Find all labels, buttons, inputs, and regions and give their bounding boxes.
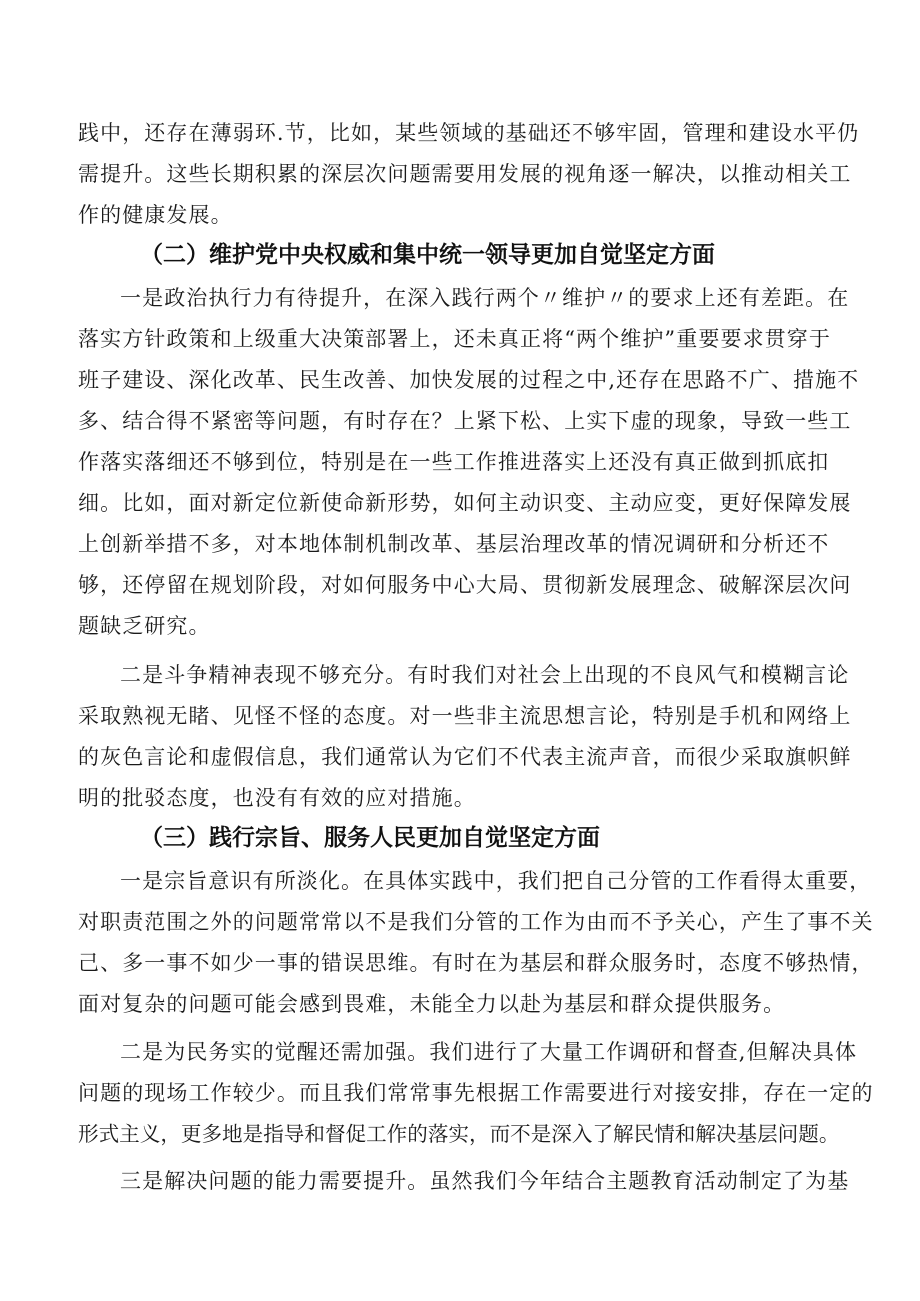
- paragraph-line: 采取熟视无睹、见怪不怪的态度。对一些非主流思想言论，特别是手机和网络上: [78, 704, 852, 728]
- paragraph-line: 三是解决问题的能力需要提升。虽然我们今年结合主题教育活动制定了为基: [120, 1169, 850, 1193]
- paragraph-line: 需提升。这些长期积累的深层次问题需要用发展的视角逐一解决，以推动相关工: [78, 162, 852, 186]
- paragraph-line: 题缺乏研究。: [78, 614, 211, 638]
- paragraph-line: 二是为民务实的觉醒还需加强。我们进行了大量工作调研和督查,但解决具体: [120, 1040, 858, 1064]
- paragraph-line: 一是宗旨意识有所淡化。在具体实践中，我们把自己分管的工作看得太重要，: [120, 869, 872, 893]
- section-heading-2: （二）维护党中央权威和集中统一领导更加自觉坚定方面: [140, 242, 715, 268]
- paragraph-line: 践中，还存在薄弱环.节，比如，某些领域的基础还不够牢固，管理和建设水平仍: [78, 121, 860, 145]
- paragraph-line: 己、多一事不如少一事的错误思维。有时在为基层和群众服务时，态度不够热情，: [78, 951, 874, 975]
- paragraph-line: 的灰色言论和虚假信息，我们通常认为它们不代表主流声音，而很少采取旗帜鲜: [78, 745, 852, 769]
- paragraph-line: 作落实落细还不够到位，特别是在一些工作推进落实上还没有真正做到抓底扣: [78, 450, 830, 474]
- paragraph-line: 明的批驳态度，也没有有效的应对措施。: [78, 786, 476, 810]
- section-heading-3: （三）践行宗旨、服务人民更加自觉坚定方面: [140, 825, 600, 851]
- paragraph-line: 对职责范围之外的问题常常以不是我们分管的工作为由而不予关心，产生了事不关: [78, 910, 874, 934]
- paragraph-line: 上创新举措不多，对本地体制机制改革、基层治理改革的情况调研和分析还不: [78, 532, 830, 556]
- paragraph-line: 一是政治执行力有待提升，在深入践行两个〃维护〃的要求上还有差距。在: [120, 286, 850, 310]
- paragraph-line: 面对复杂的问题可能会感到畏难，未能全力以赴为基层和群众提供服务。: [78, 992, 786, 1016]
- paragraph-line: 二是斗争精神表现不够充分。有时我们对社会上出现的不良风气和模糊言论: [120, 663, 850, 687]
- paragraph-line: 多、结合得不紧密等问题，有时存在？上紧下松、上实下虚的现象，导致一些工: [78, 409, 852, 433]
- paragraph-line: 细。比如，面对新定位新使命新形势，如何主动识变、主动应变，更好保障发展: [78, 491, 852, 515]
- paragraph-line: 班子建设、深化改革、民生改善、加快发展的过程之中,还存在思路不广、措施不: [78, 368, 860, 392]
- paragraph-line: 落实方针政策和上级重大决策部署上，还未真正将“两个维护”重要要求贯穿于: [78, 327, 831, 351]
- paragraph-line: 问题的现场工作较少。而且我们常常事先根据工作需要进行对接安排，存在一定的: [78, 1081, 874, 1105]
- paragraph-line: 作的健康发展。: [78, 203, 233, 227]
- paragraph-line: 够，还停留在规划阶段，对如何服务中心大局、贯彻新发展理念、破解深层次问: [78, 573, 852, 597]
- paragraph-line: 形式主义，更多地是指导和督促工作的落实，而不是深入了解民情和解决基层问题。: [78, 1122, 840, 1146]
